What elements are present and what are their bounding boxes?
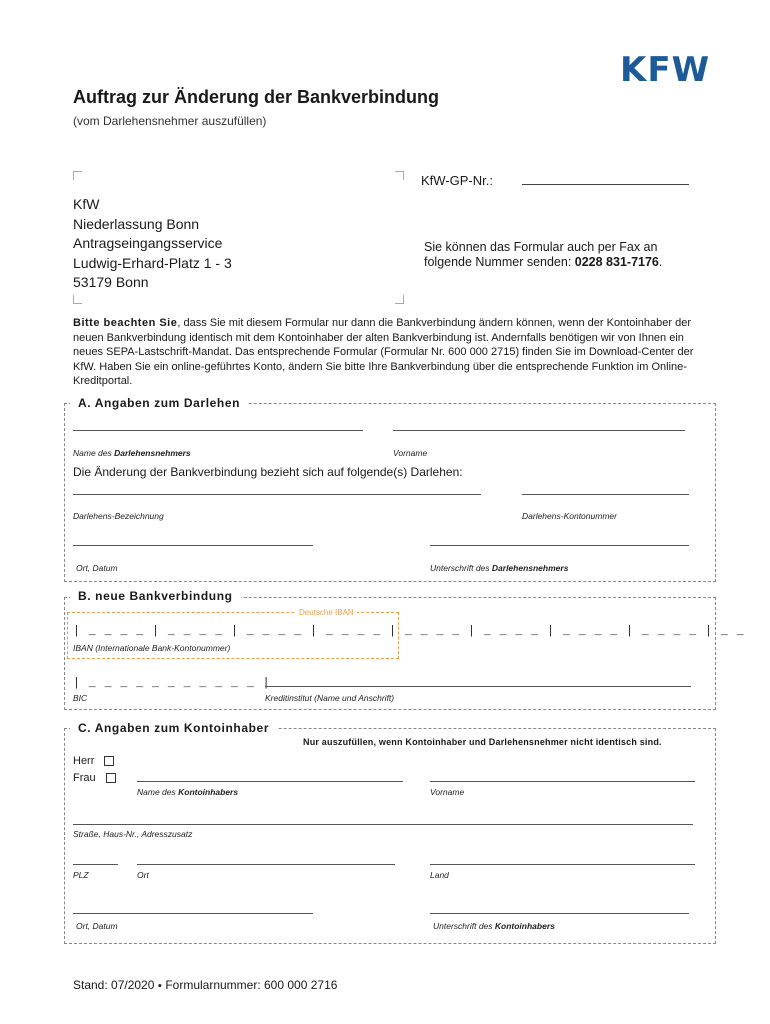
fax-line1: Sie können das Formular auch per Fax an (424, 240, 658, 254)
address-line: Niederlassung Bonn (73, 215, 200, 232)
plz-label: PLZ (73, 870, 89, 880)
fax-line2: folgende Nummer senden: (424, 255, 575, 269)
address-corner-br (395, 295, 404, 304)
kontoinhaber-name-field[interactable] (137, 781, 403, 782)
section-a-ort-datum-label: Ort, Datum (76, 563, 118, 573)
darlehens-kontonummer-label: Darlehens-Kontonummer (522, 511, 617, 521)
darlehensnehmer-name-field[interactable] (73, 430, 363, 431)
kreditinstitut-field[interactable] (265, 686, 691, 687)
gp-number-field[interactable] (522, 184, 689, 185)
ort-field[interactable] (137, 864, 395, 865)
salutation-frau: Frau (73, 772, 116, 784)
page-title: Auftrag zur Änderung der Bankverbindung (73, 87, 440, 107)
section-b-title: B. neue Bankverbindung (70, 589, 241, 603)
address-line: KfW (73, 196, 100, 212)
herr-checkbox[interactable] (104, 756, 114, 766)
address-corner-tl (73, 171, 82, 180)
fax-suffix: . (658, 255, 663, 269)
iban-box-label: Deutsche IBAN (296, 608, 357, 617)
salutation-herr: Herr (73, 755, 114, 767)
land-field[interactable] (430, 864, 695, 865)
section-a-signature-field[interactable] (430, 545, 689, 546)
iban-input[interactable]: | _ _ _ _ | _ _ _ _ | _ _ _ _ | _ _ _ _ | _ _ _ _ | _ _ _ _ | _ _ _ _ | _ _ _ _ | _ _ (73, 625, 745, 638)
strasse-label: Straße, Haus-Nr., Adresszusatz (73, 829, 193, 839)
footer-stand: Stand: 07/2020 (73, 978, 155, 992)
kreditinstitut-label: Kreditinstitut (Name und Anschrift) (265, 693, 395, 703)
section-c-note: Nur auszufüllen, wenn Kontoinhaber und Darlehensnehmer nicht identisch sind. (303, 737, 662, 747)
kfw-logo: KFW (620, 50, 711, 90)
section-c-title: C. Angaben zum Kontoinhaber (70, 721, 277, 735)
darlehens-bezeichnung-label: Darlehens-Bezeichnung (73, 511, 164, 521)
section-c-signature-label: Unterschrift des Kontoinhabers (433, 921, 555, 931)
kontoinhaber-vorname-field[interactable] (430, 781, 695, 782)
page-subtitle: (vom Darlehensnehmer auszufüllen) (73, 114, 267, 128)
section-a-title: A. Angaben zum Darlehen (70, 396, 248, 410)
address-line: Ludwig-Erhard-Platz 1 - 3 (73, 254, 232, 271)
ort-label: Ort (137, 870, 149, 880)
notice-text: , dass Sie mit diesem Formular nur dann die Bankverbindung ändern können, wenn der Kontoinhaber der neuen Bankverbindung identisch mit dem Kontoinhaber der alten Bankverbindung ist. Andernfalls benötigen wir von Ihnen ein neues SEPA-Lastschrift-Mandat. Das entsprechende Formular (Formular Nr. 600 000 2715) finden Sie im Download-Center der KfW. Haben Sie ein online-geführtes Konto, ändern Sie bitte Ihre Bankverbindung über die entsprechende Funktion im Online-Kreditportal. (73, 317, 694, 388)
darlehens-kontonummer-field[interactable] (522, 494, 689, 495)
section-c-signature-field[interactable] (430, 913, 689, 914)
change-scope-text: Die Änderung der Bankverbindung bezieht sich auf folgende(s) Darlehen: (73, 465, 463, 479)
footer (73, 978, 337, 992)
darlehensnehmer-vorname-label: Vorname (393, 448, 428, 458)
section-a-ort-datum-field[interactable] (73, 545, 313, 546)
frau-checkbox[interactable] (106, 773, 116, 783)
kontoinhaber-vorname-label: Vorname (430, 787, 465, 797)
notice-bold: Bitte beachten Sie (73, 317, 178, 329)
bic-label: BIC (73, 693, 88, 703)
address-line: Antragseingangsservice (73, 235, 223, 251)
darlehens-bezeichnung-field[interactable] (73, 494, 481, 495)
address-corner-tr (395, 171, 404, 180)
address-corner-bl (73, 295, 82, 304)
gp-number-label: KfW-GP-Nr.: (421, 173, 493, 188)
darlehensnehmer-vorname-field[interactable] (393, 430, 685, 431)
strasse-field[interactable] (73, 824, 693, 825)
land-label: Land (430, 870, 449, 880)
fax-note (424, 240, 662, 270)
iban-label: IBAN (Internationale Bank-Kontonummer) (73, 643, 231, 653)
fax-number: 0228 831-7176 (574, 255, 659, 269)
darlehensnehmer-name-label: Name des Darlehensnehmers (73, 448, 191, 458)
section-c-ort-datum-label: Ort, Datum (76, 921, 118, 931)
address-line: 53179 Bonn (73, 274, 149, 290)
footer-bullet: ● (157, 982, 162, 990)
notice-paragraph (73, 316, 698, 389)
plz-field[interactable] (73, 864, 118, 865)
bic-input[interactable]: | _ _ _ _ _ _ _ _ _ _ _ | (73, 677, 271, 690)
kontoinhaber-name-label: Name des Kontoinhabers (137, 787, 239, 797)
section-a-signature-label: Unterschrift des Darlehensnehmers (430, 563, 569, 573)
footer-formular: Formularnummer: 600 000 2716 (165, 978, 338, 992)
recipient-address (73, 195, 232, 293)
section-c-ort-datum-field[interactable] (73, 913, 313, 914)
